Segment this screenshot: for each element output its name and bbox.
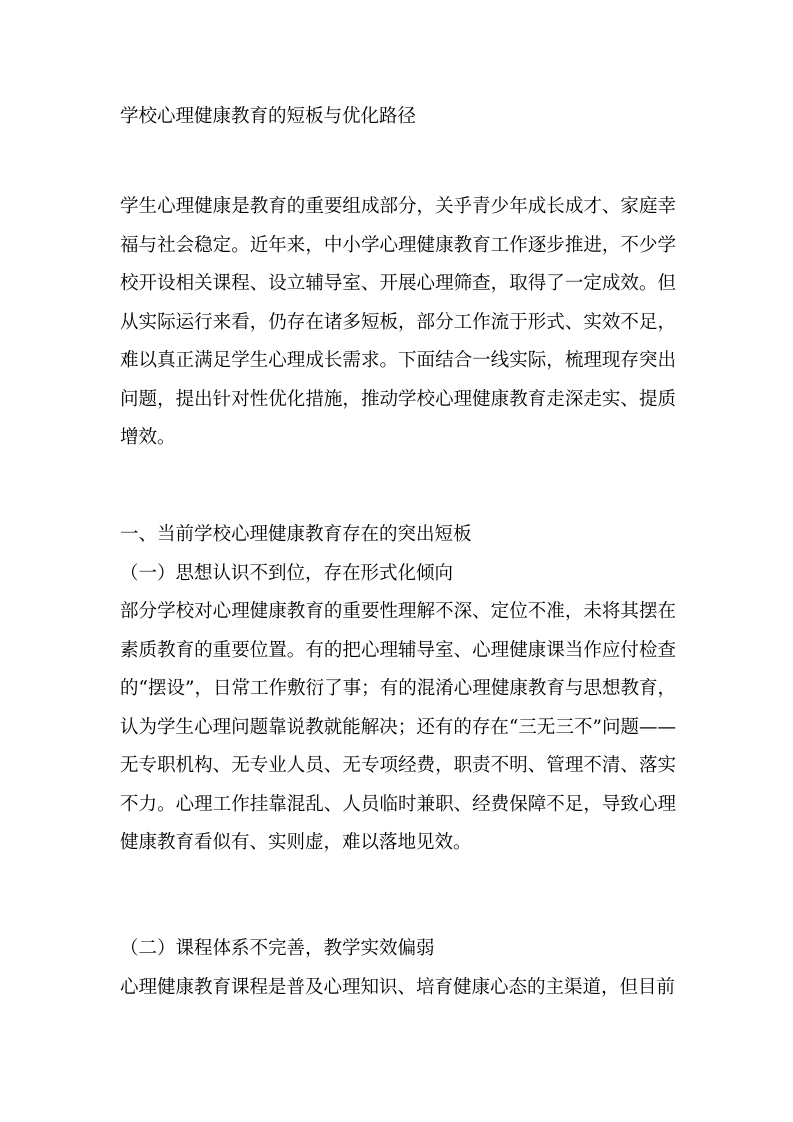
subsection-heading-2: （二）课程体系不完善，教学实效偏弱 <box>120 938 435 959</box>
intro-paragraph: 学生心理健康是教育的重要组成部分，关乎青少年成长成才、家庭幸福与社会稳定。近年来，中小学心理健康教育工作逐步推进，不少学校开设相关课程、设立辅导室、开展心理筛查，取得了一定成效。但从实际运行来看，仍存在诸多短板，部分工作流于形式、实效不足，难以真正满足学生心理成长需求。下面结合一线实际，梳理现存突出问题，提出针对性优化措施，推动学校心理健康教育走深走实、提质增效。 <box>120 196 676 448</box>
subsection-heading-1: （一）思想认识不到位，存在形式化倾向 <box>120 563 454 584</box>
section-heading: 一、当前学校心理健康教育存在的突出短板 <box>120 524 472 545</box>
subsection-body-2: 心理健康教育课程是普及心理知识、培育健康心态的主渠道，但目前 <box>120 977 676 998</box>
subsection-body-1: 部分学校对心理健康教育的重要性理解不深、定位不准，未将其摆在素质教育的重要位置。有的把心理辅导室、心理健康课当作应付检查的“摆设”，日常工作敷衍了事；有的混淆心理健康教育与思想教育，认为学生心理问题靠说教就能解决；还有的存在“三无三不”问题——无专职机构、无专业人员、无专项经费，职责不明、管理不清、落实不力。心理工作挂靠混乱、人员临时兼职、经费保障不足，导致心理健康教育看似有、实则虚，难以落地见效。 <box>120 601 676 853</box>
document-title: 学校心理健康教育的短板与优化路径 <box>120 106 417 127</box>
